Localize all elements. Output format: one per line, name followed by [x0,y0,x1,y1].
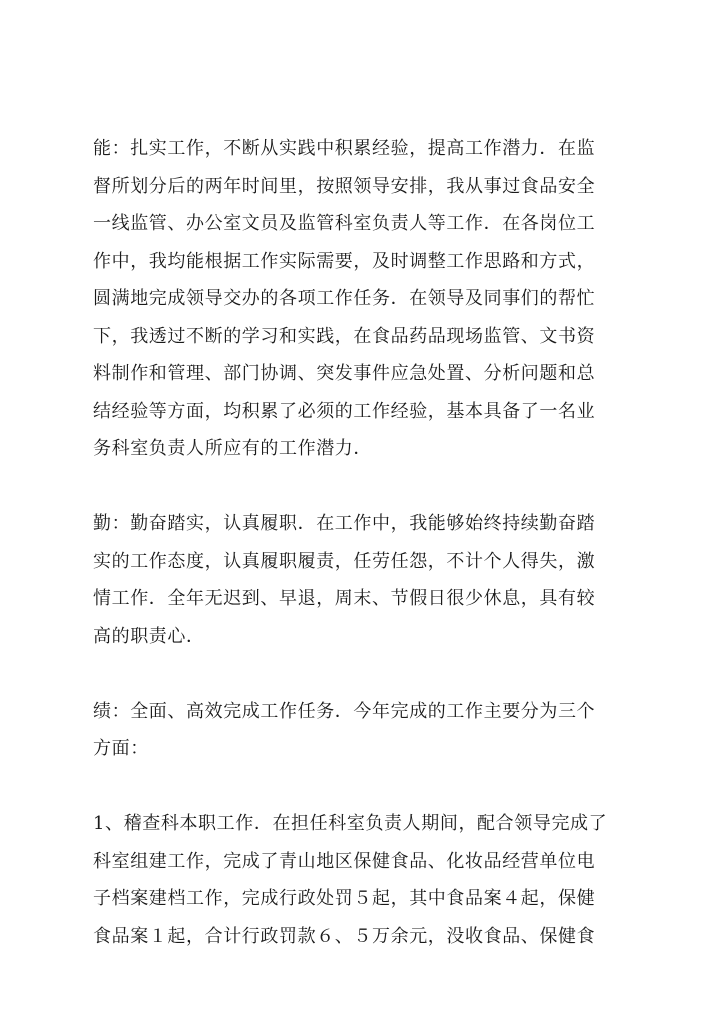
text-line: 情工作．全年无迟到、早退，周末、节假日很少休息，具有较 [93,588,596,609]
text-line: 方面： [93,738,149,759]
text-line: 务科室负责人所应有的工作潜力． [93,438,372,459]
text-line: 绩：全面、高效完成工作任务．今年完成的工作主要分为三个 [93,700,596,722]
paragraph-diligence [93,505,633,655]
paragraph-achievement [93,693,633,768]
text-line: 科室组建工作，完成了青山地区保健食品、化妆品经营单位电 [93,850,596,872]
text-line: 督所划分后的两年时间里，按照领导安排，我从事过食品安全 [93,175,596,197]
text-line: 结经验等方面，均积累了必须的工作经验，基本具备了一名业 [93,400,596,422]
document-body [93,130,633,955]
paragraph-gap [93,468,633,506]
text-line: 实的工作态度，认真履职履责，任劳任怨，不计个人得失，激 [93,550,596,572]
text-line: 一线监管、办公室文员及监管科室负责人等工作．在各岗位工 [93,213,596,234]
text-line: 高的职责心． [93,625,205,647]
text-line: 料制作和管理、部门协调、突发事件应急处置、分析问题和总 [93,363,596,384]
paragraph-gap [93,768,633,806]
text-line: 能：扎实工作，不断从实践中积累经验，提高工作潜力．在监 [93,138,596,159]
text-line: 作中，我均能根据工作实际需要，及时调整工作思路和方式， [93,250,596,272]
text-line: 下，我透过不断的学习和实践，在食品药品现场监管、文书资 [93,325,596,347]
text-line: 圆满地完成领导交办的各项工作任务．在领导及同事们的帮忙 [93,288,596,309]
paragraph-gap [93,655,633,693]
text-line: 1、稽查科本职工作．在担任科室负责人期间，配合领导完成了 [93,813,608,834]
text-line: 食品案１起，合计行政罚款６、５万余元，没收食品、保健食 [93,925,596,947]
paragraph-ability [93,130,633,468]
text-line: 勤：勤奋踏实，认真履职．在工作中，我能够始终持续勤奋踏 [93,513,596,534]
paragraph-item-1 [93,805,633,955]
text-line: 子档案建档工作，完成行政处罚５起，其中食品案４起，保健 [93,888,596,909]
